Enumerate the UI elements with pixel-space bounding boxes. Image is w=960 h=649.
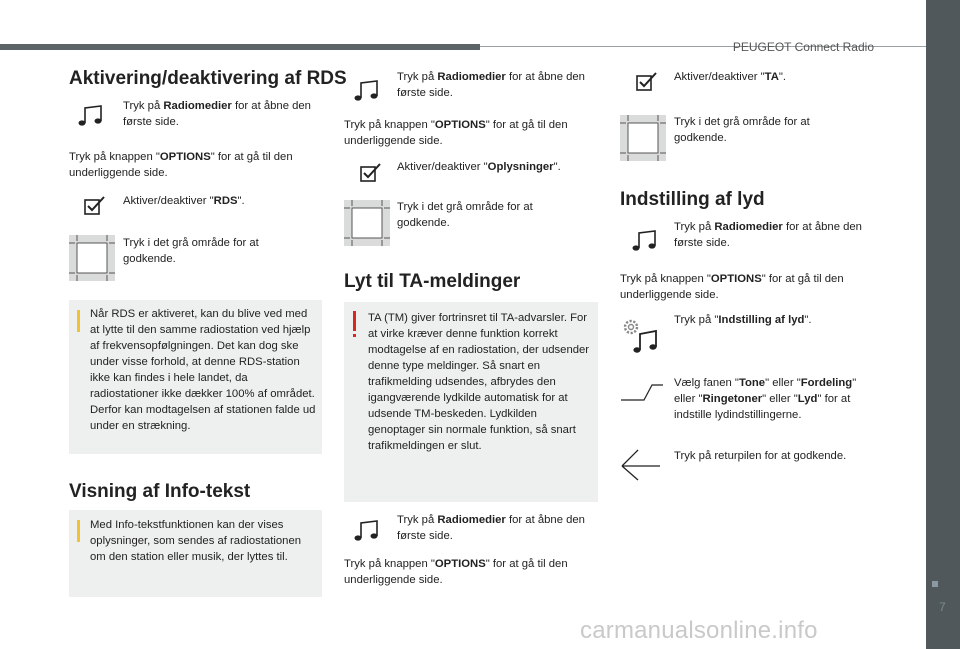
rds-step-4: Tryk i det grå område for at godkende.	[123, 237, 259, 265]
checkbox-icon	[636, 72, 658, 92]
page-number: 7	[939, 600, 946, 614]
checkbox-icon	[84, 196, 106, 216]
info-bar-yellow	[77, 310, 80, 332]
section-title-info-tekst: Visning af Info-tekst	[69, 481, 251, 502]
watermark: carmanualsonline.info	[580, 617, 818, 644]
lyd-step-1: Tryk på Radiomedier for at åbne den første side.	[674, 221, 862, 249]
gear-music-icon	[620, 316, 662, 356]
lyd-step-3: Tryk på "Indstilling af lyd".	[674, 314, 812, 326]
lyd-step-2: Tryk på knappen "OPTIONS" for at gå til den underliggende side.	[620, 273, 844, 301]
tab-icon	[620, 382, 664, 402]
page-header-title: PEUGEOT Connect Radio	[732, 40, 874, 54]
ta-step-6: Tryk på knappen "OPTIONS" for at gå til den underliggende side.	[344, 558, 568, 586]
section-title-ta: Lyt til TA-meldinger	[344, 271, 521, 292]
section-title-rds: Aktivering/deaktivering af RDS	[69, 68, 347, 89]
rds-step-3: Aktiver/deaktiver "RDS".	[123, 195, 245, 207]
music-note-icon	[630, 228, 660, 252]
rds-step-1: Tryk på Radiomedier for at åbne den første side.	[123, 100, 311, 128]
header-rule	[0, 44, 480, 50]
checkbox-icon	[360, 163, 382, 183]
ta-step-2: Tryk på knappen "OPTIONS" for at gå til den underliggende side.	[344, 119, 568, 147]
gray-area-icon	[69, 235, 115, 281]
page-marker	[932, 581, 938, 587]
ta-confirm-step: Tryk i det grå område for at godkende.	[674, 116, 810, 144]
music-note-icon	[76, 103, 106, 127]
ta-step-5: Tryk på Radiomedier for at åbne den første side.	[397, 514, 585, 542]
lyd-step-4: Vælg fanen "Tone" eller "Fordeling" eller "Ringetoner" eller "Lyd" for at indstille lydindstillingerne.	[674, 377, 857, 421]
rds-step-2: Tryk på knappen "OPTIONS" for at gå til den underliggende side.	[69, 151, 293, 179]
gray-area-icon	[344, 200, 390, 246]
return-arrow-icon	[620, 448, 662, 482]
lyd-step-5: Tryk på returpilen for at godkende.	[674, 450, 847, 462]
section-title-lyd: Indstilling af lyd	[620, 189, 765, 210]
warning-bar-red	[353, 311, 356, 331]
ta-step-4: Tryk i det grå område for at godkende.	[397, 201, 533, 229]
ta-step-1: Tryk på Radiomedier for at åbne den første side.	[397, 71, 585, 99]
warning-dot-red	[353, 334, 356, 337]
ta-warning-text: TA (TM) giver fortrinsret til TA-advarsler. For at virke kræver denne funktion korrekt modtagelse af en radiostation, der udsender denne type meldinger. Så snart en trafikmelding udsendes, afbrydes den igangværende lydkilde automatisk for at udsende TM-beskeden. Lydkilden genoptager sin normale funktion, så snart trafikmeldingen er slut.	[368, 312, 590, 452]
ta-step-3: Aktiver/deaktiver "Oplysninger".	[397, 161, 561, 173]
info-tekst-text: Med Info-tekstfunktionen kan der vises oplysninger, som sendes af radiostationen om den station eller musik, der lyttes til.	[90, 519, 302, 563]
ta-toggle-step: Aktiver/deaktiver "TA".	[674, 71, 787, 83]
info-bar-yellow-2	[77, 520, 80, 542]
rds-info-text: Når RDS er aktiveret, kan du blive ved med at lytte til den samme radiostation ved hjælp af frekvensopfølgningen. Det kan dog ske under visse forhold, at denne RDS-station ikke kan findes i hele landet, da radiostationer ikke dækker 100% af området. Derfor kan modtagelsen af stationen falde ud under en strækning.	[90, 308, 316, 432]
gray-area-icon	[620, 115, 666, 161]
music-note-icon	[352, 78, 382, 102]
music-note-icon	[352, 518, 382, 542]
side-tab	[926, 0, 960, 649]
